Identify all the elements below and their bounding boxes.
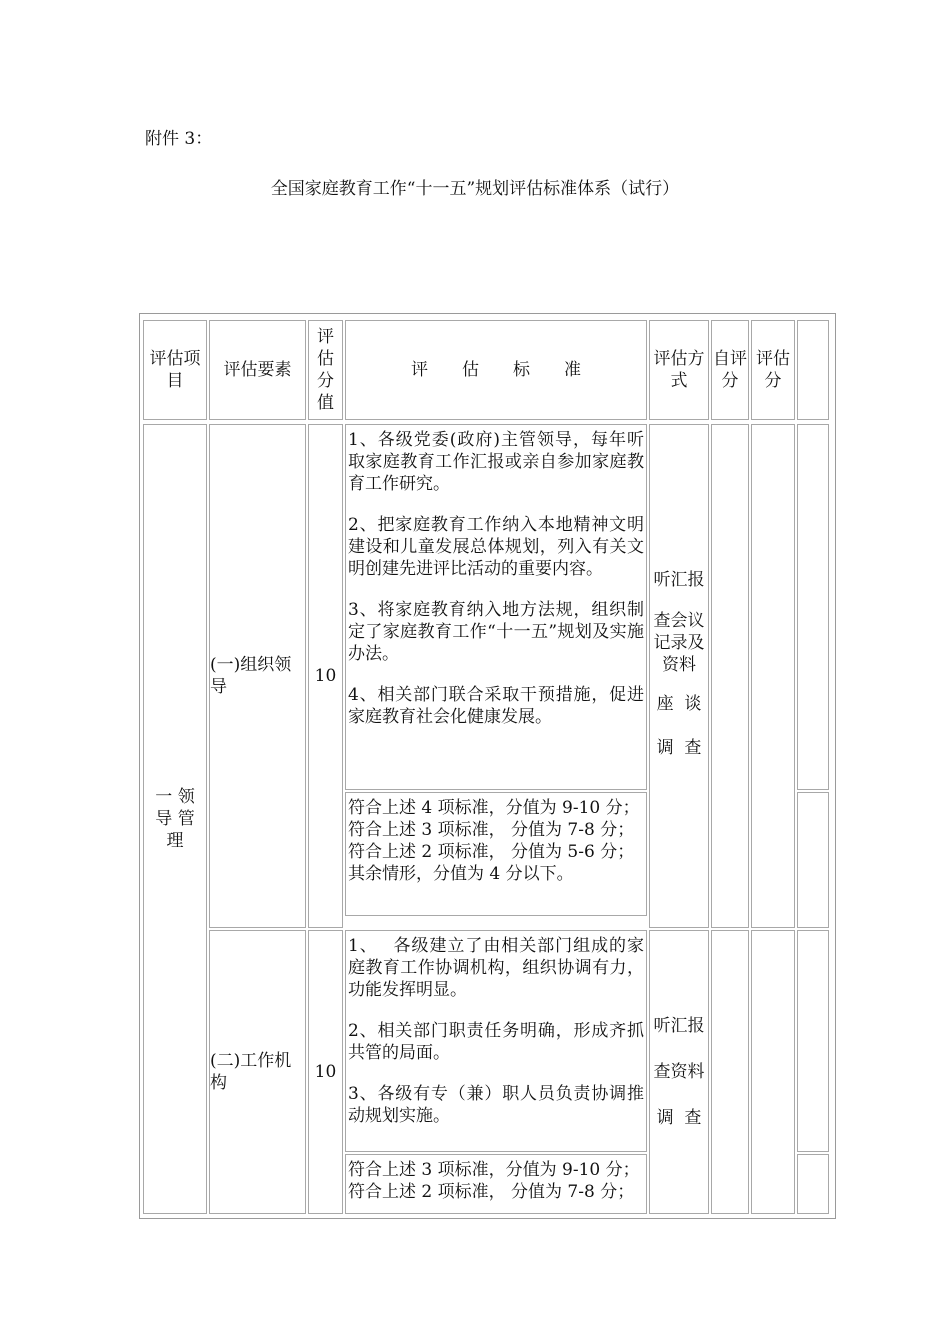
eval-score-cell (751, 424, 795, 928)
method-cell (649, 930, 709, 1214)
header-self-score: 自评分 (711, 320, 749, 420)
scoring-rule: 符合上述 2 项标准， 分值为 7-8 分； (348, 1182, 635, 1202)
header-blank (797, 320, 829, 420)
header-element: 评估要素 (209, 320, 306, 420)
blank-cell (797, 792, 829, 928)
score-cell (308, 424, 343, 928)
scoring-rule: 符合上述 3 项标准，分值为 9-10 分； (348, 1160, 640, 1180)
method-text: 调 查 (656, 1108, 702, 1128)
score-cell (308, 930, 343, 1214)
attachment-label: 附件 3： (145, 129, 213, 149)
element-cell (209, 930, 306, 1214)
blank-cell (797, 424, 829, 790)
criterion: 3、将家庭教育纳入地方法规，组织制定了家庭教育工作“十一五”规划及实施办法。 (348, 600, 644, 664)
criterion: 2、相关部门职责任务明确，形成齐抓共管的局面。 (348, 1021, 644, 1063)
scoring-rule: 符合上述 2 项标准， 分值为 5-6 分； (348, 842, 635, 862)
criterion: 2、把家庭教育工作纳入本地精神文明建设和儿童发展总体规划，列入有关文明创建先进评比活动的重要内容。 (348, 515, 644, 579)
document-title: 全国家庭教育工作“十一五”规划评估标准体系（试行） (270, 179, 680, 199)
criterion: 1、 各级建立了由相关部门组成的家庭教育工作协调机构，组织协调有力，功能发挥明显。 (348, 936, 644, 1000)
method-text: 听汇报 (653, 1016, 705, 1036)
self-score-cell (711, 424, 749, 928)
method-text: 查会议记录及资料 (653, 611, 705, 675)
self-score-cell (711, 930, 749, 1214)
category-cell: 一 领导 管 理 (143, 424, 207, 1214)
criteria-cell (345, 424, 647, 790)
scoring-rule: 符合上述 4 项标准，分值为 9-10 分； (348, 798, 640, 818)
blank-cell (797, 1154, 829, 1214)
blank-cell (797, 930, 829, 1152)
header-eval-score: 评估分 (751, 320, 795, 420)
scoring-rule: 其余情形，分值为 4 分以下。 (348, 864, 574, 884)
method-text: 座 谈 (656, 694, 702, 714)
criterion: 3、各级有专（兼）职人员负责协调推动规划实施。 (348, 1084, 644, 1126)
method-text: 听汇报 (653, 570, 705, 590)
header-item: 评估项目 (143, 320, 207, 420)
method-text: 调 查 (656, 738, 702, 758)
element-label: (一)组织领导 (210, 655, 292, 697)
score-value: 10 (314, 1062, 337, 1082)
method-cell (649, 424, 709, 928)
scoring-rule: 符合上述 3 项标准， 分值为 7-8 分； (348, 820, 635, 840)
eval-score-cell (751, 930, 795, 1214)
element-label: (二)工作机构 (210, 1051, 292, 1093)
header-method: 评估方式 (649, 320, 709, 420)
scoring-cell (345, 1154, 647, 1214)
criterion: 1、各级党委(政府)主管领导，每年听取家庭教育工作汇报或亲自参加家庭教育工作研究。 (348, 430, 644, 494)
element-cell (209, 424, 306, 928)
header-standard: 评 估 标 准 (345, 320, 647, 420)
score-value: 10 (314, 666, 337, 686)
method-text: 查资料 (653, 1062, 705, 1082)
criterion: 4、相关部门联合采取干预措施，促进家庭教育社会化健康发展。 (348, 685, 644, 727)
criteria-cell (345, 930, 647, 1152)
scoring-cell (345, 792, 647, 916)
header-score: 评估分值 (308, 320, 343, 420)
